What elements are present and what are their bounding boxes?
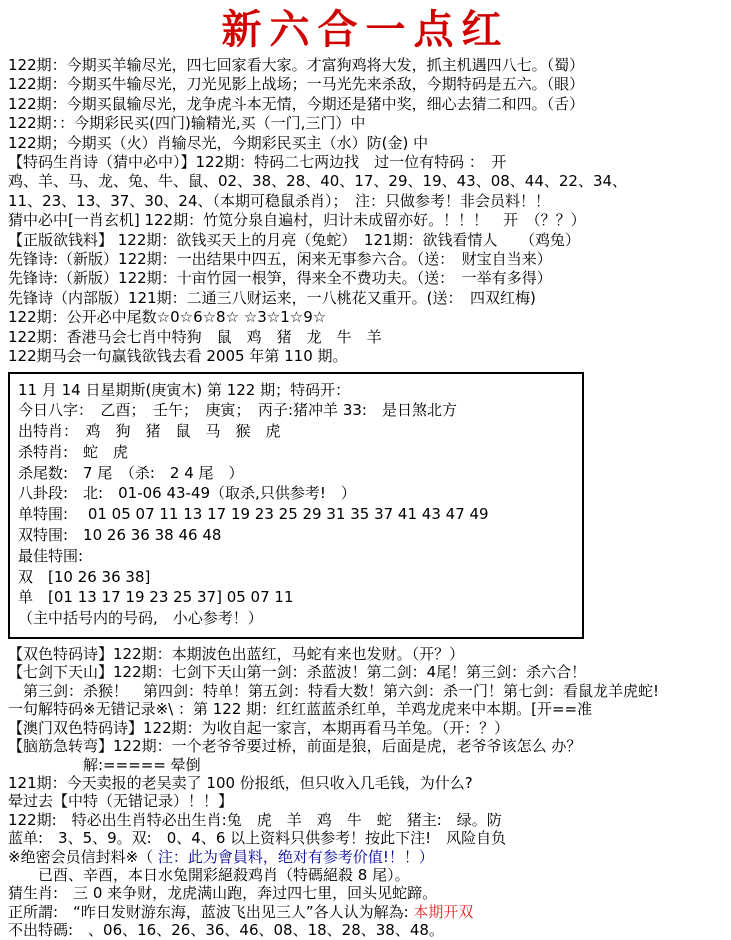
text-line	[8, 645, 727, 663]
page-title: 新六合一点红	[221, 6, 510, 53]
text-segment: 122期：今期买牛输尽光，刀光见影上战场；一马光先来杀敌，今期特码是五六。（眼）	[8, 75, 585, 94]
text-segment: 第三剑：杀猴！ 第四剑：特单！第五剑：特看大数！第六剑：杀一门！第七剑：看鼠龙羊虎蛇!	[8, 681, 660, 700]
text-segment: 122期：：今期彩民买(四门)输精光,买（一门,三门）中	[8, 114, 366, 133]
text-segment: 【特码生肖诗（猜中必中）】122期：特码二七两边找 过一位有特码 ： 开	[8, 153, 507, 172]
text-line	[8, 866, 727, 884]
highlighted-text-segment: 注：此为會員料，绝对有参考价值!！！）	[157, 847, 434, 866]
text-line	[18, 400, 576, 421]
text-segment: 八卦段: 北: 01-06 43-49（取杀,只供参考! ）	[18, 484, 356, 503]
text-segment: 最佳特围:	[18, 546, 84, 565]
text-segment: 单 [01 13 17 19 23 25 37] 05 07 11	[18, 588, 294, 607]
text-line	[8, 663, 727, 681]
text-line	[8, 792, 727, 810]
top-text-section	[0, 54, 731, 367]
highlighted-text-segment: 本期开双	[413, 902, 474, 921]
text-segment: 蓝单: 3、5、9。双: 0、4、6 以上资料只供参考！按此下注! 风险自负	[8, 829, 507, 848]
text-segment: 11 月 14 日星期斯(庚寅木) 第 122 期；特码开：	[18, 380, 351, 399]
text-line	[18, 587, 576, 608]
text-segment: 先锋诗:（新版）122期：一出结果中四五，闲来无事参六合。（送： 财宝自当来）	[8, 250, 552, 269]
text-line	[8, 134, 727, 153]
text-line	[8, 719, 727, 737]
text-line	[8, 328, 727, 347]
text-line	[18, 608, 576, 629]
text-segment: 单特围: 01 05 07 11 13 17 19 23 25 29 31 35 37 41 43 47 49	[18, 505, 489, 524]
text-line	[8, 700, 727, 718]
text-segment: 一句解特码※无错记录※\ ：第 122 期：红红蓝蓝杀红单，羊鸡龙虎来中本期。[开==准	[8, 700, 593, 719]
text-line	[8, 269, 727, 288]
bottom-text-section	[0, 643, 731, 940]
text-line	[8, 95, 727, 114]
text-line	[8, 231, 727, 250]
text-segment: 今日八字： 乙酉； 壬午； 庚寅； 丙子:猪冲羊 33: 是日煞北方	[18, 401, 457, 420]
text-line	[8, 737, 727, 755]
text-line	[18, 567, 576, 588]
text-line	[8, 289, 727, 308]
text-line	[18, 504, 576, 525]
text-segment: 不出特碼: 、06、16、26、36、46、08、18、28、38、48。	[8, 921, 444, 940]
text-line	[18, 546, 576, 567]
text-segment: 双特围: 10 26 36 38 46 48	[18, 526, 222, 545]
text-line	[8, 114, 727, 133]
text-segment: 122期：今期买鼠输尽光，龙争虎斗本无情，今期还是猪中奖，细心去猜二和四。（舌）	[8, 94, 585, 113]
text-segment: 已酉、辛酉，本日水兔開彩絕殺鸡肖（特碼絕殺 8 尾）。	[8, 865, 410, 884]
text-line	[8, 811, 727, 829]
text-segment: 122期：公开必中尾数☆0☆6☆8☆ ☆3☆1☆9☆	[8, 308, 327, 327]
text-line	[18, 463, 576, 484]
text-segment: 122期：香港马会七肖中特狗 鼠 鸡 猪 龙 牛 羊	[8, 327, 382, 346]
draw-info-box	[8, 372, 584, 640]
text-line	[8, 903, 727, 921]
text-segment: 猜中必中[一肖玄机] 122期：竹笕分泉自遍村，归计未成留亦好。！！！ 开 （？？）	[8, 211, 586, 230]
text-segment: 【澳门双色特码诗】122期：为收自起一家言，本期再看马羊兔。（开：？）	[8, 718, 510, 737]
text-line	[18, 442, 576, 463]
text-segment: 122期；今期买（火）肖输尽光，今期彩民买主（水）防(金) 中	[8, 133, 429, 152]
text-segment: 双 [10 26 36 38]	[18, 567, 151, 586]
text-line	[8, 56, 727, 75]
text-segment: 正所謂: “昨日发财游东海，蓝波飞出见三人”各人认为解為:	[8, 902, 414, 921]
text-segment: 先锋诗（内部版）121期：二通三八财运来，一八桃花又重开。(送： 四双红梅)	[8, 288, 536, 307]
text-segment: 【脑筋急转弯】122期：一个老爷爷要过桥，前面是狼，后面是虎，老爷爷该怎么 办？	[8, 737, 582, 756]
text-segment: 122期：今期买羊输尽光，四七回家看大家。才富狗鸡将大发，抓主机遇四八七。（蜀）	[8, 56, 585, 74]
text-line	[8, 884, 727, 902]
text-segment: 鸡、羊、马、龙、兔、牛、鼠、02、38、28、40、17、29、19、43、08、44、22、34、	[8, 172, 628, 191]
text-line	[8, 211, 727, 230]
text-line	[18, 380, 576, 401]
text-line	[8, 250, 727, 269]
text-segment: 杀特肖: 蛇 虎	[18, 442, 129, 461]
text-segment: 【七剑下天山】122期：七剑下天山第一剑：杀蓝波！第二剑：4尾！第三剑：杀六合！	[8, 663, 587, 682]
text-line	[8, 682, 727, 700]
text-line	[8, 153, 727, 172]
text-line	[8, 774, 727, 792]
text-line	[18, 483, 576, 504]
info-box-wrapper	[0, 367, 731, 640]
text-line	[8, 848, 727, 866]
text-line	[8, 921, 727, 939]
text-segment: 猜生肖: 三 0 来争财，龙虎满山跑，奔过四七里，回头见蛇蹄。	[8, 884, 438, 903]
text-line	[8, 756, 727, 774]
text-segment: 出特肖： 鸡 狗 猪 鼠 马 猴 虎	[18, 422, 281, 441]
text-line	[8, 308, 727, 327]
text-line	[8, 75, 727, 94]
text-line	[8, 829, 727, 847]
text-segment: 122期: 特必出生肖特必出生肖:兔 虎 羊 鸡 牛 蛇 猪主: 绿。防	[8, 810, 502, 829]
text-line	[18, 525, 576, 546]
text-line	[18, 421, 576, 442]
text-segment: 11、23、13、37、30、24、（本期可稳鼠杀肖）； 注：只做参考！非会员料！！	[8, 191, 551, 210]
text-segment: 121期：今天卖报的老吴卖了 100 份报纸，但只收入几毛钱，为什么?	[8, 773, 473, 792]
text-line	[8, 347, 727, 366]
text-segment: 晕过去【中特（无错记录）！！】	[8, 792, 234, 811]
text-segment: 【双色特码诗】122期：本期波色出蓝红，马蛇有来也发财。（开？）	[8, 645, 465, 664]
text-segment: ※绝密会员信封料※（	[8, 847, 158, 866]
text-line	[8, 172, 727, 191]
text-segment: （主中括号内的号码, 小心参考！）	[18, 609, 263, 628]
text-segment: 【正版欲钱料】 122期：欲钱买天上的月亮（兔蛇） 121期：欲钱看情人 （鸡兔）	[8, 230, 581, 249]
text-segment: 杀尾数: 7 尾 （杀: 2 4 尾 ）	[18, 463, 244, 482]
text-segment: 先锋诗:（新版）122期：十亩竹园一根笋，得来全不费功夫。（送： 一举有多得）	[8, 269, 552, 288]
text-segment: 解:===== 晕倒	[8, 755, 201, 774]
text-line	[8, 192, 727, 211]
text-segment: 122期马会一句赢钱欲钱去看 2005 年第 110 期。	[8, 347, 348, 366]
